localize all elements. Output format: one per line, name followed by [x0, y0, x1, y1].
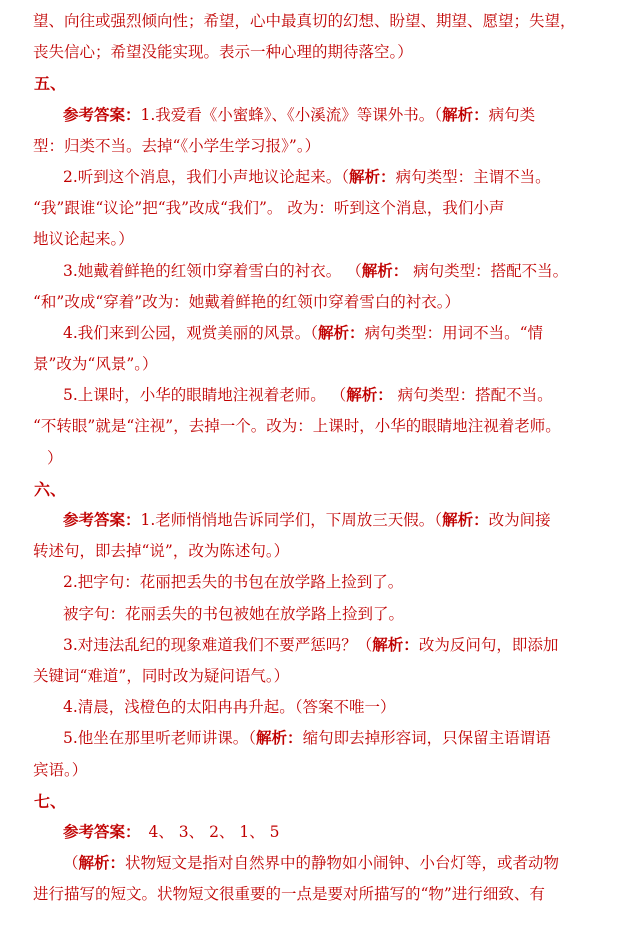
s5-item-4-cont: 景”改为“风景”。）	[33, 355, 158, 374]
analysis-text: 病句类型：搭配不当。	[408, 261, 569, 280]
item-text: 4.我们来到公园，观赏美丽的风景。（	[63, 323, 319, 342]
answer-label: 参考答案：	[63, 511, 141, 529]
analysis-label: 解析：	[372, 635, 419, 654]
s6-item-5	[33, 723, 601, 754]
analysis-label: 解析：	[318, 323, 365, 342]
analysis-label: 解析：	[361, 261, 409, 280]
analysis-label: 解析：	[256, 729, 303, 748]
analysis-text: 缩句即去掉形容词，只保留主语谓语	[302, 729, 551, 748]
s7-analysis-cont: 进行描写的短文。状物短文很重要的一点是要对所描写的“物”进行细致、有	[33, 885, 545, 904]
item-text: 3.对违法乱纪的现象难道我们不要严惩吗？（	[63, 635, 373, 654]
analysis-text: 改为反问句，即添加	[418, 635, 559, 654]
analysis-text: 改为间接	[488, 511, 551, 529]
analysis-text: 病句类型：用词不当。“情	[364, 323, 543, 342]
analysis-label: 解析：	[78, 854, 126, 873]
item-text: 3.她戴着鲜艳的红领巾穿着雪白的衬衣。 （	[63, 261, 362, 280]
analysis-label: 解析：	[346, 386, 393, 405]
analysis-open: （	[63, 854, 79, 873]
section-6-heading: 六、	[34, 479, 67, 499]
s5-item-2	[33, 162, 601, 193]
analysis-text: 病句类型：搭配不当。	[392, 386, 553, 405]
answer-label: 参考答案：	[63, 822, 141, 841]
s6-item-1	[33, 505, 601, 536]
s6-item-1-cont: 转述句，即去掉“说”，改为陈述句。）	[33, 542, 290, 561]
analysis-label: 解析：	[442, 511, 489, 529]
item-text: 5.他坐在那里听老师讲课。（	[63, 729, 257, 748]
analysis-text: 病句类型：主谓不当。	[395, 167, 551, 186]
item-text: 5.上课时，小华的眼睛地注视着老师。 （	[63, 386, 347, 405]
s7-answer	[33, 817, 601, 848]
analysis-text: 病句类	[488, 105, 536, 124]
s6-item-3	[33, 630, 601, 661]
analysis-label: 解析：	[349, 167, 396, 186]
s5-item-5-cont-2: ）	[47, 448, 63, 467]
s5-item-5-cont-1: “不转眼”就是“注视”，去掉一个。改为：上课时，小华的眼睛地注视着老师。	[33, 417, 561, 436]
section-7-heading: 七、	[34, 791, 67, 811]
item-text: 1.老师悄悄地告诉同学们，下周放三天假。（	[140, 511, 443, 529]
s5-item-1-cont: 型：归类不当。去掉“《小学生学习报》”。）	[33, 136, 321, 155]
s7-analysis	[33, 848, 601, 879]
item-text: 2.听到这个消息，我们小声地议论起来。（	[63, 167, 350, 186]
s5-item-2-cont-1: “我”跟谁“议论”把“我”改成“我们”。 改为：听到这个消息，我们小声	[33, 199, 505, 218]
section-5-heading: 五、	[34, 74, 67, 94]
s6-item-2: 2.把字句：花丽把丢失的书包在放学路上捡到了。	[63, 573, 404, 592]
analysis-text: 状物短文是指对自然界中的静物如小闹钟、小台灯等，或者动物	[125, 854, 560, 873]
analysis-label: 解析：	[442, 105, 489, 124]
s5-item-4	[33, 318, 601, 349]
s5-item-5	[33, 380, 601, 411]
answer-label: 参考答案：	[63, 105, 141, 124]
s6-item-3-cont: 关键词“难道”，同时改为疑问语气。）	[33, 666, 290, 685]
s5-item-3-cont: “和”改成“穿着”改为：她戴着鲜艳的红领巾穿着雪白的衬衣。）	[33, 292, 460, 311]
s5-item-2-cont-2: 地议论起来。）	[33, 230, 134, 249]
s5-item-1	[33, 100, 601, 131]
item-text: 1.我爱看《小蜜蜂》、《小溪流》等课外书。（	[140, 105, 443, 124]
s6-item-5-cont: 宾语。）	[33, 760, 88, 779]
s6-item-2b: 被字句：花丽丢失的书包被她在放学路上捡到了。	[63, 604, 405, 623]
intro-line-2: 丧失信心；希望没能实现。表示一种心理的期待落空。）	[33, 43, 413, 62]
intro-line-1: 望、向往或强烈倾向性；希望，心中最真切的幻想、盼望、期望、愿望；失望，	[33, 12, 576, 30]
s5-item-3	[33, 256, 601, 287]
answer-values: 4、 3、 2、 1、 5	[148, 822, 280, 841]
s6-item-4: 4.清晨，浅橙色的太阳冉冉升起。（答案不唯一）	[63, 698, 396, 717]
